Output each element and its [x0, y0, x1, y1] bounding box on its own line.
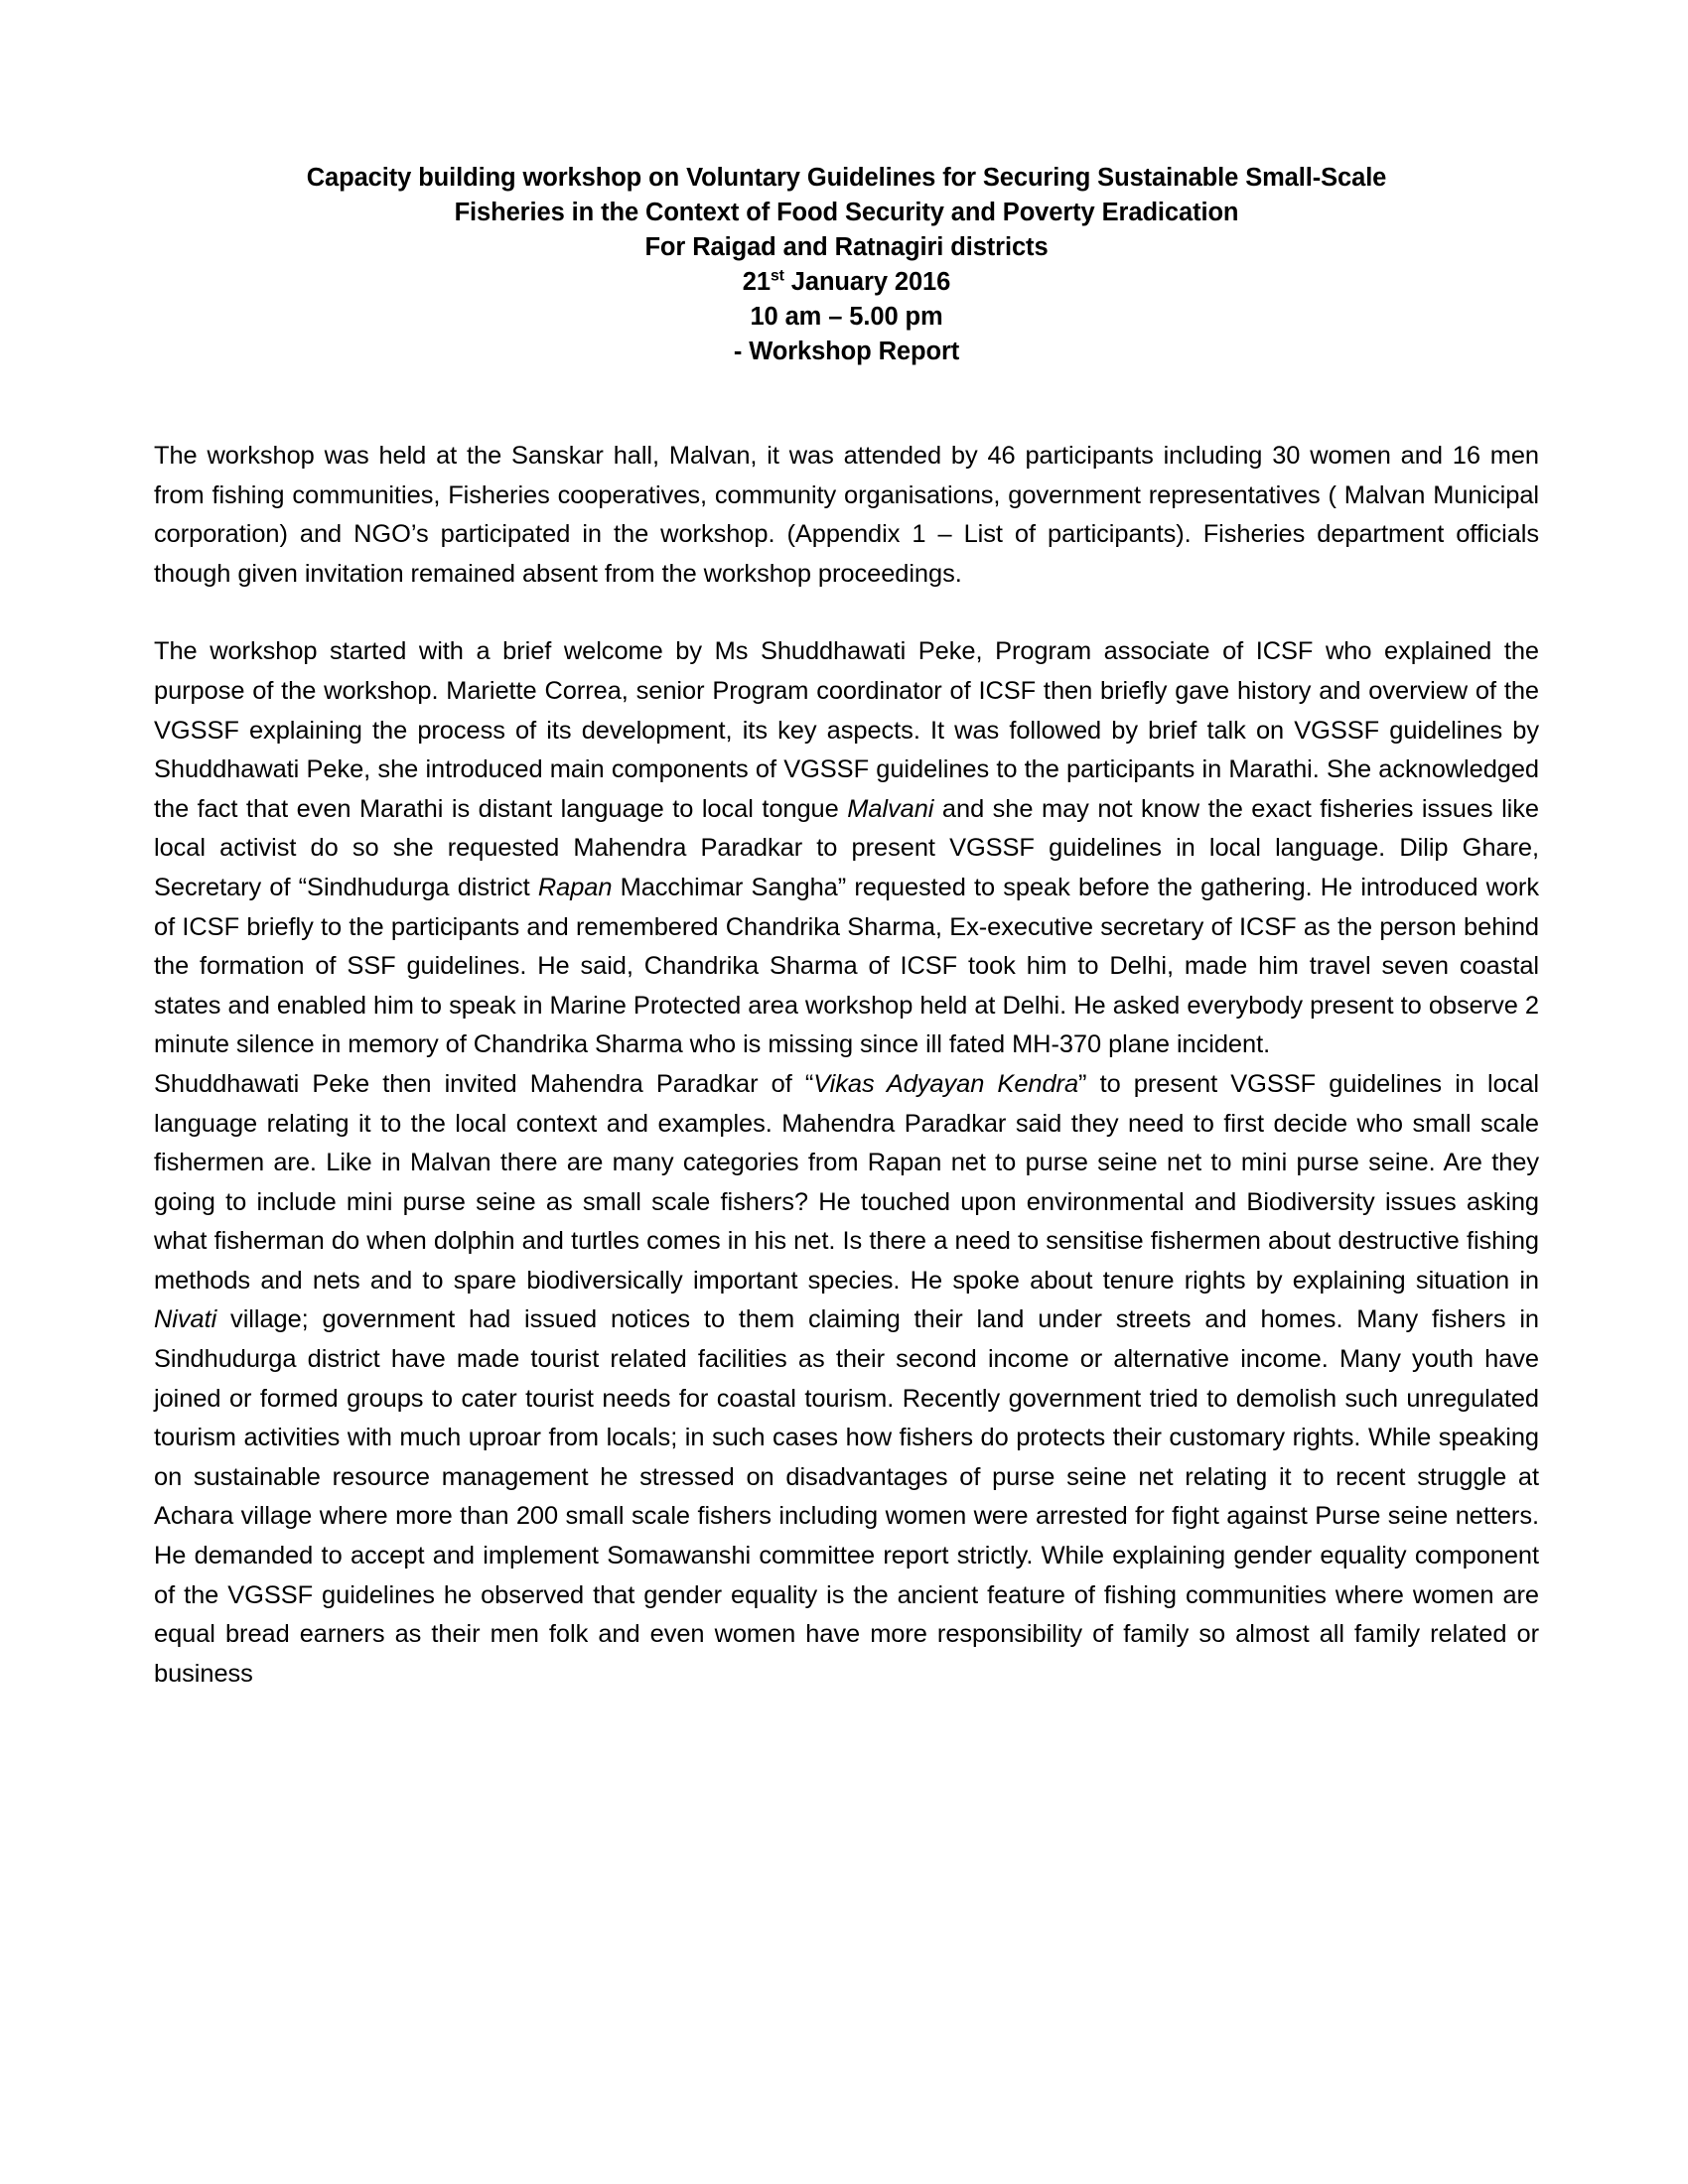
- term-vikas-adyayan-kendra: Vikas Adyayan Kendra: [813, 1069, 1079, 1098]
- para2-segment-a: The workshop started with a brief welcome by Ms Shuddhawati Peke, Program associate of ICSF who explained the purpose of the workshop. Mariette Correa, senior Program coordinator of ICSF then briefly gave history and overview of the VGSSF explaining the process of its development, its key aspects. It was followed by brief talk on VGSSF guidelines by Shuddhawati Peke, she introduced main components of VGSSF guidelines to the participants in Marathi. She acknowledged the fact that even Marathi is distant language to local tongue: [154, 637, 1539, 823]
- para3-segment-c: village; government had issued notices to them claiming their land under streets and homes. Many fishers in Sindhudurga district have made tourist related facilities as their second income or alternative income. Many youth have joined or formed groups to cater tourist needs for coastal tourism. Recently government tried to demolish such unregulated tourism activities with much uproar from locals; in such cases how fishers do protects their customary rights. While speaking on sustainable resource management he stressed on disadvantages of purse seine net relating it to recent struggle at Achara village where more than 200 small scale fishers including women were arrested for fight against Purse seine netters. He demanded to accept and implement Somawanshi committee report strictly. While explaining gender equality component of the VGSSF guidelines he observed that gender equality is the ancient feature of fishing communities where women are equal bread earners as their men folk and even women have more responsibility of family so almost all family related or business: [154, 1305, 1539, 1688]
- term-malvani: Malvani: [847, 794, 934, 823]
- header-date-ordinal: st: [770, 267, 784, 285]
- paragraph-paradkar-presentation: [154, 1065, 1539, 1695]
- para2-segment-c: Macchimar Sangha” requested to speak before the gathering. He introduced work of ICSF briefly to the participants and remembered Chandrika Sharma, Ex-executive secretary of ICSF as the person behind the formation of SSF guidelines. He said, Chandrika Sharma of ICSF took him to Delhi, made him travel seven coastal states and enabled him to speak in Marine Protected area workshop held at Delhi. He asked everybody present to observe 2 minute silence in memory of Chandrika Sharma who is missing since ill fated MH-370 plane incident.: [154, 873, 1539, 1059]
- header-date-rest: January 2016: [783, 268, 951, 296]
- term-rapan: Rapan: [537, 873, 613, 901]
- document-header: [154, 149, 1539, 369]
- header-title-line-2: Fisheries in the Context of Food Security and Poverty Eradication: [454, 199, 1239, 226]
- header-date-number: 21: [742, 268, 771, 296]
- header-date-line: [154, 265, 1539, 300]
- header-time-line: 10 am – 5.00 pm: [750, 303, 943, 331]
- para3-segment-b: ” to present VGSSF guidelines in local language relating it to the local context and examples. Mahendra Paradkar said they need to first decide who small scale fishermen are. Like in Malvan there are many categories from Rapan net to purse seine net to mini purse seine. Are they going to include mini purse seine as small scale fishers? He touched upon environmental and Biodiversity issues asking what fisherman do when dolphin and turtles comes in his net. Is there a need to sensitise fishermen about destructive fishing methods and nets and to spare biodiversically important species. He spoke about tenure rights by explaining situation in: [154, 1069, 1539, 1295]
- para3-segment-a: Shuddhawati Peke then invited Mahendra Paradkar of “: [154, 1069, 814, 1098]
- header-districts-line: For Raigad and Ratnagiri districts: [644, 233, 1049, 261]
- para2-segment-b: and she may not know the exact fisheries issues like local activist do so she requested Mahendra Paradkar to present VGSSF guidelines in local language. Dilip Ghare, Secretary of “Sindhudurga district: [154, 794, 1539, 901]
- term-nivati: Nivati: [154, 1305, 217, 1334]
- paragraph-opening-session: [154, 632, 1539, 1065]
- header-subtitle-line: - Workshop Report: [733, 338, 960, 365]
- paragraph-attendance: The workshop was held at the Sanskar hall, Malvan, it was attended by 46 participants including 30 women and 16 men from fishing communities, Fisheries cooperatives, community organisations, government representatives ( Malvan Municipal corporation) and NGO’s participated in the workshop. (Appendix 1 – List of participants). Fisheries department officials though given invitation remained absent from the workshop proceedings.: [154, 442, 1539, 588]
- header-title-line-1: Capacity building workshop on Voluntary Guidelines for Securing Sustainable Small-Scale: [306, 164, 1387, 192]
- document-body: [154, 437, 1539, 1694]
